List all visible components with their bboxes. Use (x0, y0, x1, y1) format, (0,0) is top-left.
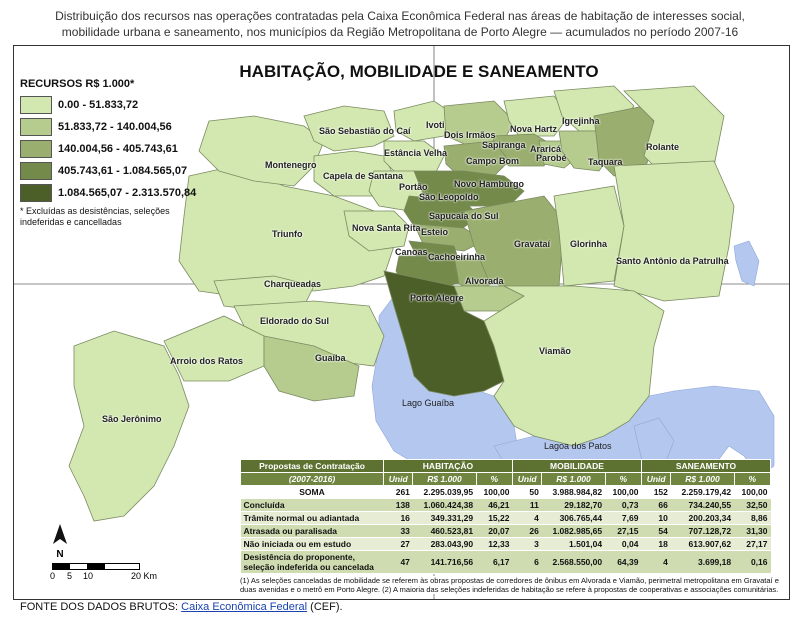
region-santo-antonio (614, 161, 734, 301)
municipality-label[interactable]: Dois Irmãos (444, 130, 496, 140)
legend-row (20, 118, 196, 136)
municipality-label[interactable]: Viamão (539, 346, 571, 356)
table-cell: 27,15 (605, 525, 641, 538)
table-row-label: SOMA (241, 486, 384, 499)
table-subheader-cell: Unid (512, 473, 541, 486)
table-footnote: (1) As seleções canceladas de mobilidade se referem às obras propostas de corredores de ônibus em Alvorada e Viamão, perimetral metropolitana em Gravataí e duas avenidas e o metrô em Porto Alegre. (2) A maioria das seleções indeferidas de habitação se refere à propostas de cooperativas e associações comunitárias. (240, 576, 779, 594)
table-cell: 15,22 (476, 512, 512, 525)
table-row (241, 551, 771, 574)
legend-rows (20, 96, 196, 202)
table-subheader-cell: R$ 1.000 (413, 473, 476, 486)
legend-label: 0.00 - 51.833,72 (58, 99, 139, 111)
table-cell: 47 (384, 551, 413, 574)
municipality-label[interactable]: Santo Antônio da Patrulha (616, 256, 729, 266)
table-header-proposals: Propostas de Contratação (241, 460, 384, 473)
table-cell: 460.523,81 (413, 525, 476, 538)
table-cell: 100,00 (734, 486, 770, 499)
municipality-label[interactable]: Triunfo (272, 229, 303, 239)
municipality-label[interactable]: São Sebastião do Caí (319, 126, 411, 136)
north-arrow (52, 524, 68, 560)
municipality-label[interactable]: Eldorado do Sul (260, 316, 329, 326)
table-cell: 4 (641, 551, 670, 574)
table-cell: 138 (384, 499, 413, 512)
table-header-saneamento: SANEAMENTO (641, 460, 770, 473)
table-subheader-cell: Unid (641, 473, 670, 486)
source-prefix: FONTE DOS DADOS BRUTOS: (20, 601, 182, 613)
municipality-label[interactable]: Estância Velha (384, 148, 448, 158)
table-cell: 66 (641, 499, 670, 512)
municipality-label[interactable]: Sapiranga (482, 140, 526, 150)
table-cell: 8,86 (734, 512, 770, 525)
table-cell: 50 (512, 486, 541, 499)
table-cell: 707.128,72 (671, 525, 734, 538)
table-cell: 33 (384, 525, 413, 538)
scale-bar (52, 563, 162, 582)
table-cell: 261 (384, 486, 413, 499)
table-cell: 3.988.984,82 (542, 486, 605, 499)
table-header-mobilidade: MOBILIDADE (512, 460, 641, 473)
table-subheader-cell: R$ 1.000 (542, 473, 605, 486)
source-suffix: (CEF). (307, 601, 343, 613)
header-title-line-2: mobilidade urbana e saneamento, nos municípios da Região Metropolitana de Porto Alegre — acumulados no período 2007-16 (61, 25, 739, 39)
table-row (241, 525, 771, 538)
legend-label: 140.004,56 - 405.743,61 (58, 143, 178, 155)
north-label: N (56, 549, 64, 560)
municipality-label[interactable]: Montenegro (265, 160, 317, 170)
north-arrow-icon (52, 524, 68, 546)
legend (20, 78, 196, 228)
table-cell: 4 (512, 512, 541, 525)
table-cell: 16 (384, 512, 413, 525)
table-cell: 11 (512, 499, 541, 512)
table-cell: 31,30 (734, 525, 770, 538)
table-cell: 0,73 (605, 499, 641, 512)
scale-label-5: 5 (67, 571, 73, 581)
table-subheader-cell: % (605, 473, 641, 486)
table-header-period: (2007-2016) (241, 473, 384, 486)
table-row-label: Trâmite normal ou adiantada (241, 512, 384, 525)
table-row-label: Concluída (241, 499, 384, 512)
table-cell: 7,69 (605, 512, 641, 525)
table-subheader-cell: % (476, 473, 512, 486)
map-title: HABITAÇÃO, MOBILIDADE E SANEAMENTO (239, 62, 599, 81)
header-title-line-1: Distribuição dos recursos nas operações contratadas pela Caixa Econômica Federal nas áreas de habitação de interesses social, (55, 9, 745, 23)
municipality-label[interactable]: Portão (399, 182, 428, 192)
municipality-label[interactable]: Glorinha (570, 239, 608, 249)
table-row (241, 512, 771, 525)
municipality-label[interactable]: Gravataí (514, 239, 551, 249)
legend-row (20, 162, 196, 180)
table-subheader-cell: % (734, 473, 770, 486)
legend-label: 1.084.565,07 - 2.313.570,84 (58, 187, 197, 199)
table-row-label: Não iniciada ou em estudo (241, 538, 384, 551)
water-lagoon-east (734, 241, 759, 286)
map-frame[interactable] (13, 45, 790, 600)
legend-swatch (20, 184, 52, 202)
table-row (241, 486, 771, 499)
legend-note: * Excluídas as desistências, seleções indeferidas e cancelladas (20, 206, 170, 227)
table-cell: 1.060.424,38 (413, 499, 476, 512)
municipality-label[interactable]: São Leopoldo (419, 192, 479, 202)
water-label: Lago Guaíba (402, 398, 455, 408)
table-header-habitacao: HABITAÇÃO (384, 460, 513, 473)
municipality-label[interactable]: Novo Hamburgo (454, 179, 525, 189)
table-cell: 20,07 (476, 525, 512, 538)
table-cell: 100,00 (476, 486, 512, 499)
source-link[interactable]: Caixa Econômica Federal (181, 601, 308, 613)
water-label: Lagoa dos Patos (544, 441, 612, 451)
table-cell: 306.765,44 (542, 512, 605, 525)
municipality-label[interactable]: Rolante (646, 142, 680, 152)
scale-label-0: 0 (50, 571, 56, 581)
municipality-label[interactable]: Cachoeirinha (428, 252, 486, 262)
table-cell: 32,50 (734, 499, 770, 512)
municipality-label[interactable]: Campo Bom (466, 156, 520, 166)
table-subheader-row (241, 473, 771, 486)
table-row (241, 499, 771, 512)
legend-swatch (20, 118, 52, 136)
scale-bar-graphic (52, 563, 140, 570)
table-cell: 54 (641, 525, 670, 538)
table-cell: 29.182,70 (542, 499, 605, 512)
table-cell: 141.716,56 (413, 551, 476, 574)
municipality-label[interactable]: Parobé (536, 153, 567, 163)
table-cell: 613.907,62 (671, 538, 734, 551)
legend-swatch (20, 162, 52, 180)
table-cell: 2.568.550,00 (542, 551, 605, 574)
legend-row (20, 140, 196, 158)
table-body (241, 486, 771, 574)
legend-title: RECURSOS R$ 1.000* (20, 78, 135, 90)
table-cell: 2.259.179,42 (671, 486, 734, 499)
municipality-label[interactable]: Alvorada (465, 276, 504, 286)
table-cell: 1.501,04 (542, 538, 605, 551)
table-cell: 10 (641, 512, 670, 525)
source-line (20, 601, 343, 613)
table-row (241, 538, 771, 551)
table-row-label: Atrasada ou paralisada (241, 525, 384, 538)
scale-labels (52, 570, 162, 582)
municipality-label[interactable]: Capela de Santana (323, 171, 404, 181)
table-subheader-cell: Unid (384, 473, 413, 486)
municipality-label[interactable]: Sapucaia do Sul (429, 211, 499, 221)
table-cell: 283.043,90 (413, 538, 476, 551)
table-cell: 200.203,34 (671, 512, 734, 525)
legend-swatch (20, 96, 52, 114)
municipality-label[interactable]: Porto Alegre (410, 293, 464, 303)
municipality-label[interactable]: Arroio dos Ratos (170, 356, 244, 366)
table-cell: 6 (512, 551, 541, 574)
municipality-label[interactable]: Charqueadas (264, 279, 322, 289)
table-cell: 152 (641, 486, 670, 499)
region-glorinha (554, 186, 624, 286)
table-cell: 2.295.039,95 (413, 486, 476, 499)
table-cell: 3.699,18 (671, 551, 734, 574)
municipality-label[interactable]: Nova Santa Rita (352, 223, 421, 233)
data-table (240, 459, 771, 574)
table-cell: 100,00 (605, 486, 641, 499)
table-row-label: Desistência do proponente, seleção indeferida ou cancelada (241, 551, 384, 574)
legend-label: 51.833,72 - 140.004,56 (58, 121, 172, 133)
table-cell: 46,21 (476, 499, 512, 512)
municipality-label[interactable]: São Jerônimo (102, 414, 162, 424)
scale-label-20: 20 Km (131, 571, 158, 581)
header-title (10, 8, 790, 40)
legend-row (20, 184, 196, 202)
legend-row (20, 96, 196, 114)
municipality-label[interactable]: Canoas (395, 247, 428, 257)
legend-swatch (20, 140, 52, 158)
table-cell: 3 (512, 538, 541, 551)
table-cell: 27,17 (734, 538, 770, 551)
table-cell: 0,04 (605, 538, 641, 551)
municipality-label[interactable]: Nova Hartz (510, 124, 558, 134)
table-cell: 12,33 (476, 538, 512, 551)
table-cell: 349.331,29 (413, 512, 476, 525)
table-cell: 1.082.985,65 (542, 525, 605, 538)
table-cell: 734.240,55 (671, 499, 734, 512)
municipality-label[interactable]: Ivoti (426, 120, 445, 130)
legend-label: 405.743,61 - 1.084.565,07 (58, 165, 188, 177)
table-cell: 64,39 (605, 551, 641, 574)
table-cell: 18 (641, 538, 670, 551)
municipality-label[interactable]: Guaíba (315, 353, 346, 363)
table-cell: 27 (384, 538, 413, 551)
table-cell: 0,16 (734, 551, 770, 574)
table-cell: 6,17 (476, 551, 512, 574)
scale-label-10: 10 (83, 571, 94, 581)
municipality-label[interactable]: Esteio (421, 227, 449, 237)
municipality-label[interactable]: Araricá (530, 144, 562, 154)
table-subheader-cell: R$ 1.000 (671, 473, 734, 486)
municipality-label[interactable]: Igrejinha (562, 116, 600, 126)
table-cell: 26 (512, 525, 541, 538)
municipality-label[interactable]: Taquara (588, 157, 623, 167)
